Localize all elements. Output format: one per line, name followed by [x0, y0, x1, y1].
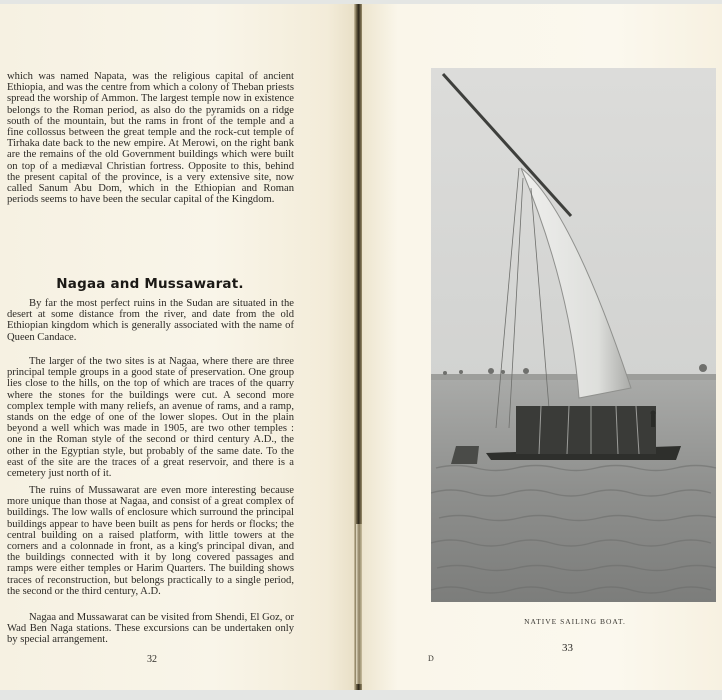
- boat-illustration: [431, 68, 716, 602]
- text-block-mussawarat: [7, 485, 294, 597]
- photo-caption: NATIVE SAILING BOAT.: [524, 617, 626, 626]
- text-block-napata: [7, 71, 294, 205]
- paragraph-napata: which was named Napata, was the religious capital of ancient Ethiopia, and was the centre from which a colony of Theban priests spread the worship of Ammon. The largest temple now in existence belongs to the Roman period, as also do the pyramids on a ridge south of the mountain, but the rams in front of the temple and a fine collossus between the great temple and the rock-cut temple of Tirhaka date back to the new empire. At Merowi, on the right bank are the remains of the old Government buildings which were built on top of a mediæval Christian fortress. Opposite to this, behind the present capital of the province, is a very extensive site, now called Sanum Abu Dom, which in the Ethiopian and Roman periods seems to have been the secular capital of the Kingdom.: [7, 71, 294, 206]
- boat-figure-body: [651, 415, 655, 427]
- text-block-visit: [7, 612, 294, 646]
- page-number-right: 33: [562, 642, 573, 654]
- paragraph-intro: By far the most perfect ruins in the Sudan are situated in the desert at some distance from the river, and date from the old Ethiopian kingdom which is generally associated with the name of Queen Candace.: [7, 298, 294, 343]
- section-heading: Nagaa and Mussawarat.: [56, 276, 244, 292]
- text-block-intro: [7, 298, 294, 343]
- paragraph-mussawarat: The ruins of Mussawarat are even more interesting because more unique than those at Nagaa, and consist of a great complex of buildings. The low walls of enclosure which surround the principal buildings appear to have been built as pens for herds or flocks; the central building on a raised platform, with little towers at the corners and a colonnade in front, as a king's principal divan, and the buildings connected with it by long covered passages and ramps were either temples or Harim Quarters. The building shows traces of reconstruction, but belongs practically to a single period, the second or the third century, A.D.: [7, 485, 294, 597]
- text-block-nagaa: [7, 356, 294, 479]
- boat-cargo: [516, 406, 656, 454]
- paragraph-visit: Nagaa and Mussawarat can be visited from Shendi, El Goz, or Wad Ben Naga stations. These excursions can be undertaken only by special arrangement.: [7, 612, 294, 646]
- left-page: [0, 4, 356, 690]
- paragraph-nagaa: The larger of the two sites is at Nagaa, where there are three principal temple groups in a good state of preservation. One group lies close to the hills, on the top of which are traces of the quarry where the stones for the buildings were cut. A second more complex temple with many reliefs, an avenue of rams, and a ramp, stands on the edge of one of the lower slopes. Out in the plain beyond a well which was made in 1905, are two other temples : one in the Roman style of the second or third century A.D., the other in the Egyptian style, but probably of the same date. To the east of the site are the traces of a great reservoir, and there is a cemetery just north of it.: [7, 356, 294, 480]
- signature-mark: D: [428, 654, 434, 663]
- photo-native-sailing-boat: [431, 68, 716, 602]
- boat-figure: [651, 411, 656, 416]
- page-number-left: 32: [147, 654, 157, 665]
